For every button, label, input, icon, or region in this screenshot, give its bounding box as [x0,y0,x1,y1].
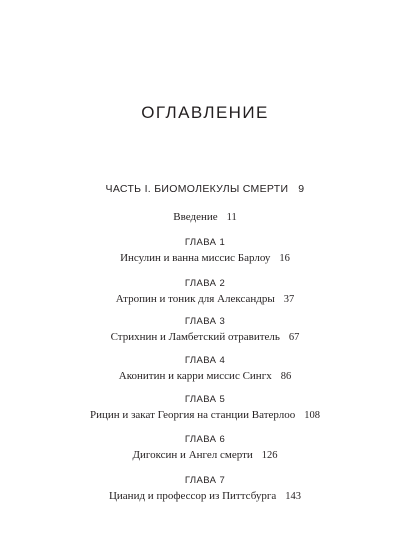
toc-chapter-entry[interactable] [0,394,410,423]
toc-part-entry[interactable] [0,183,410,195]
chapter-label: ГЛАВА 3 [184,316,226,327]
chapter-title: Дигоксин и Ангел смерти [132,449,253,461]
toc-chapter-entry[interactable] [0,475,410,504]
chapter-page-number: 37 [283,294,295,305]
chapter-title: Цианид и профессор из Питтсбурга [108,490,277,502]
toc-title: ОГЛАВЛЕНИЕ [141,103,269,122]
part-title: ЧАСТЬ I. БИОМОЛЕКУЛЫ СМЕРТИ [105,183,289,195]
chapter-title: Аконитин и карри миссис Сингх [118,370,272,382]
chapter-page-number: 16 [279,253,290,264]
chapter-page-number: 67 [288,332,300,343]
chapter-page-number: 126 [261,450,278,461]
toc-chapter-entry[interactable] [0,237,410,266]
toc-chapter-entry[interactable] [0,316,410,345]
chapter-page-number: 108 [304,410,320,421]
intro-page-number: 11 [226,212,237,223]
toc-chapter-entry[interactable] [0,355,410,384]
intro-title: Введение [173,211,218,223]
toc-chapter-entry[interactable] [0,434,410,463]
toc-chapter-entry[interactable] [0,278,410,307]
chapter-title: Инсулин и ванна миссис Барлоу [120,252,271,264]
chapter-label: ГЛАВА 7 [184,475,226,486]
chapter-page-number: 86 [280,371,292,382]
chapter-title: Стрихнин и Ламбетский отравитель [110,331,280,343]
chapter-label: ГЛАВА 1 [184,237,226,248]
chapter-title: Атропин и тоник для Александры [115,293,275,305]
toc-intro-entry[interactable] [0,211,410,223]
chapter-title: Рицин и закат Георгия на станции Ватерлоо [90,409,296,421]
chapter-label: ГЛАВА 4 [184,355,226,366]
chapter-page-number: 143 [285,491,302,502]
part-page-number: 9 [298,183,305,195]
chapter-label: ГЛАВА 5 [184,394,226,405]
chapter-label: ГЛАВА 2 [184,278,226,289]
chapter-label: ГЛАВА 6 [184,434,226,445]
